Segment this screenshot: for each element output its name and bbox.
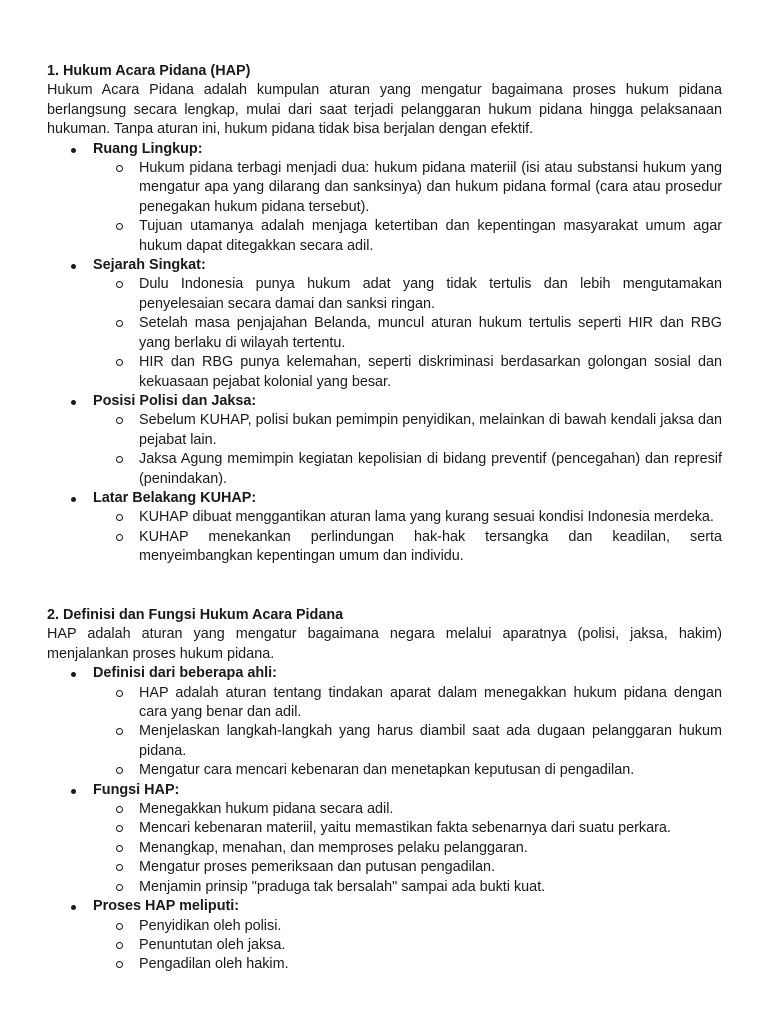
section-definisi-fungsi bbox=[47, 606, 722, 975]
circle-bullet-icon bbox=[116, 690, 123, 697]
list-item-text: Dulu Indonesia punya hukum adat yang tidak tertulis dan lebih mengutamakan penyelesaian secara damai dan sanksi ringan. bbox=[139, 276, 722, 312]
list-item-text: Sebelum KUHAP, polisi bukan pemimpin penyidikan, melainkan di bawah kendali jaksa dan pejabat lain. bbox=[139, 412, 722, 448]
circle-bullet-icon bbox=[116, 281, 123, 288]
topic-definisi-ahli bbox=[47, 664, 722, 780]
list-item-text: Setelah masa penjajahan Belanda, muncul aturan hukum tertulis seperti HIR dan RBG yang berlaku di wilayah tertentu. bbox=[139, 315, 722, 351]
list-item bbox=[93, 878, 722, 897]
list-item bbox=[93, 858, 722, 877]
subtopic-list bbox=[93, 159, 722, 256]
list-item-text: HIR dan RBG punya kelemahan, seperti diskriminasi berdasarkan golongan sosial dan kekuasaan pejabat kolonial yang besar. bbox=[139, 354, 722, 390]
topic-label: Posisi Polisi dan Jaksa: bbox=[93, 392, 257, 409]
list-item-text: KUHAP menekankan perlindungan hak-hak tersangka dan keadilan, serta menyeimbangkan kepentingan umum dan individu. bbox=[139, 528, 722, 565]
section-intro: HAP adalah aturan yang mengatur bagaimana negara melalui aparatnya (polisi, jaksa, hakim) menjalankan proses hukum pidana. bbox=[47, 626, 722, 662]
list-item-text: HAP adalah aturan tentang tindakan aparat dalam menegakkan hukum pidana dengan cara yang benar dan adil. bbox=[139, 684, 722, 721]
circle-bullet-icon bbox=[116, 456, 123, 463]
list-item bbox=[93, 684, 722, 723]
bullet-icon bbox=[71, 672, 76, 677]
circle-bullet-icon bbox=[116, 728, 123, 735]
circle-bullet-icon bbox=[116, 806, 123, 813]
subtopic-list bbox=[93, 275, 722, 391]
topic-label: Definisi dari beberapa ahli: bbox=[93, 665, 277, 682]
circle-bullet-icon bbox=[116, 320, 123, 327]
list-item-text: Penuntutan oleh jaksa. bbox=[139, 936, 286, 953]
circle-bullet-icon bbox=[116, 942, 123, 949]
circle-bullet-icon bbox=[116, 767, 123, 774]
circle-bullet-icon bbox=[116, 864, 123, 871]
list-item bbox=[93, 411, 722, 450]
list-item bbox=[93, 955, 722, 974]
list-item-text: Hukum pidana terbagi menjadi dua: hukum pidana materiil (isi atau substansi hukum yang mengatur apa yang dilarang dan sanksinya) dan hukum pidana formal (cara atau prosedur penegakan hukum pidana tersebut). bbox=[139, 160, 722, 215]
list-item bbox=[93, 217, 722, 256]
bullet-icon bbox=[71, 264, 76, 269]
list-item bbox=[93, 508, 722, 527]
bullet-icon bbox=[71, 789, 76, 794]
topic-label: Latar Belakang KUHAP: bbox=[93, 489, 257, 506]
circle-bullet-icon bbox=[116, 417, 123, 424]
list-item-text: Tujuan utamanya adalah menjaga ketertiban dan kepentingan masyarakat umum agar hukum dapat ditegakkan secara adil. bbox=[139, 218, 722, 254]
list-item bbox=[93, 819, 722, 838]
list-item-text: Menjelaskan langkah-langkah yang harus diambil saat ada dugaan pelanggaran hukum pidana. bbox=[139, 723, 722, 759]
topic-posisi-polisi-jaksa bbox=[47, 392, 722, 489]
topic-label: Proses HAP meliputi: bbox=[93, 898, 240, 915]
bullet-icon bbox=[71, 905, 76, 910]
circle-bullet-icon bbox=[116, 825, 123, 832]
list-item-text: Menangkap, menahan, dan memproses pelaku pelanggaran. bbox=[139, 839, 528, 856]
list-item bbox=[93, 314, 722, 353]
list-item bbox=[93, 353, 722, 392]
topic-latar-belakang-kuhap bbox=[47, 489, 722, 567]
section-hukum-acara-pidana bbox=[47, 62, 722, 567]
circle-bullet-icon bbox=[116, 359, 123, 366]
circle-bullet-icon bbox=[116, 884, 123, 891]
circle-bullet-icon bbox=[116, 165, 123, 172]
subtopic-list bbox=[93, 411, 722, 489]
list-item-text: Menegakkan hukum pidana secara adil. bbox=[139, 801, 394, 818]
topic-sejarah-singkat bbox=[47, 256, 722, 392]
circle-bullet-icon bbox=[116, 923, 123, 930]
list-item bbox=[93, 722, 722, 761]
list-item-text: Menjamin prinsip "praduga tak bersalah" sampai ada bukti kuat. bbox=[139, 878, 546, 895]
bullet-icon bbox=[71, 497, 76, 502]
list-item bbox=[93, 159, 722, 217]
list-item bbox=[93, 761, 722, 780]
subtopic-list bbox=[93, 508, 722, 566]
section-title: 1. Hukum Acara Pidana (HAP) bbox=[47, 63, 251, 79]
topic-label: Sejarah Singkat: bbox=[93, 257, 206, 274]
list-item bbox=[93, 936, 722, 955]
list-item bbox=[93, 528, 722, 567]
subtopic-list bbox=[93, 917, 722, 975]
list-item-text: Mencari kebenaran materiil, yaitu memastikan fakta sebenarnya dari suatu perkara. bbox=[139, 820, 671, 837]
circle-bullet-icon bbox=[116, 534, 123, 541]
topic-ruang-lingkup bbox=[47, 140, 722, 256]
list-item bbox=[93, 275, 722, 314]
topic-label: Ruang Lingkup: bbox=[93, 140, 203, 157]
list-item bbox=[93, 917, 722, 936]
bullet-icon bbox=[71, 148, 76, 153]
circle-bullet-icon bbox=[116, 961, 123, 968]
list-item-text: Mengatur proses pemeriksaan dan putusan pengadilan. bbox=[139, 859, 496, 876]
list-item-text: Penyidikan oleh polisi. bbox=[139, 917, 282, 934]
list-item-text: Pengadilan oleh hakim. bbox=[139, 956, 289, 973]
list-item-text: KUHAP dibuat menggantikan aturan lama yang kurang sesuai kondisi Indonesia merdeka. bbox=[139, 509, 714, 526]
topic-list bbox=[47, 140, 722, 567]
topic-list bbox=[47, 664, 722, 975]
list-item bbox=[93, 800, 722, 819]
circle-bullet-icon bbox=[116, 845, 123, 852]
circle-bullet-icon bbox=[116, 514, 123, 521]
section-intro: Hukum Acara Pidana adalah kumpulan aturan yang mengatur bagaimana proses hukum pidana berlangsung secara lengkap, mulai dari saat terjadi pelanggaran hukum pidana hingga pelaksanaan hukuman. Tanpa aturan ini, hukum pidana tidak bisa berjalan dengan efektif. bbox=[47, 82, 722, 138]
list-item bbox=[93, 839, 722, 858]
topic-fungsi-hap bbox=[47, 781, 722, 897]
list-item-text: Mengatur cara mencari kebenaran dan menetapkan keputusan di pengadilan. bbox=[139, 762, 635, 779]
bullet-icon bbox=[71, 400, 76, 405]
circle-bullet-icon bbox=[116, 223, 123, 230]
section-title: 2. Definisi dan Fungsi Hukum Acara Pidana bbox=[47, 607, 344, 623]
subtopic-list bbox=[93, 684, 722, 781]
subtopic-list bbox=[93, 800, 722, 897]
topic-proses-hap bbox=[47, 897, 722, 975]
topic-label: Fungsi HAP: bbox=[93, 781, 180, 798]
list-item-text: Jaksa Agung memimpin kegiatan kepolisian di bidang preventif (pencegahan) dan represif (penindakan). bbox=[139, 451, 722, 487]
list-item bbox=[93, 450, 722, 489]
